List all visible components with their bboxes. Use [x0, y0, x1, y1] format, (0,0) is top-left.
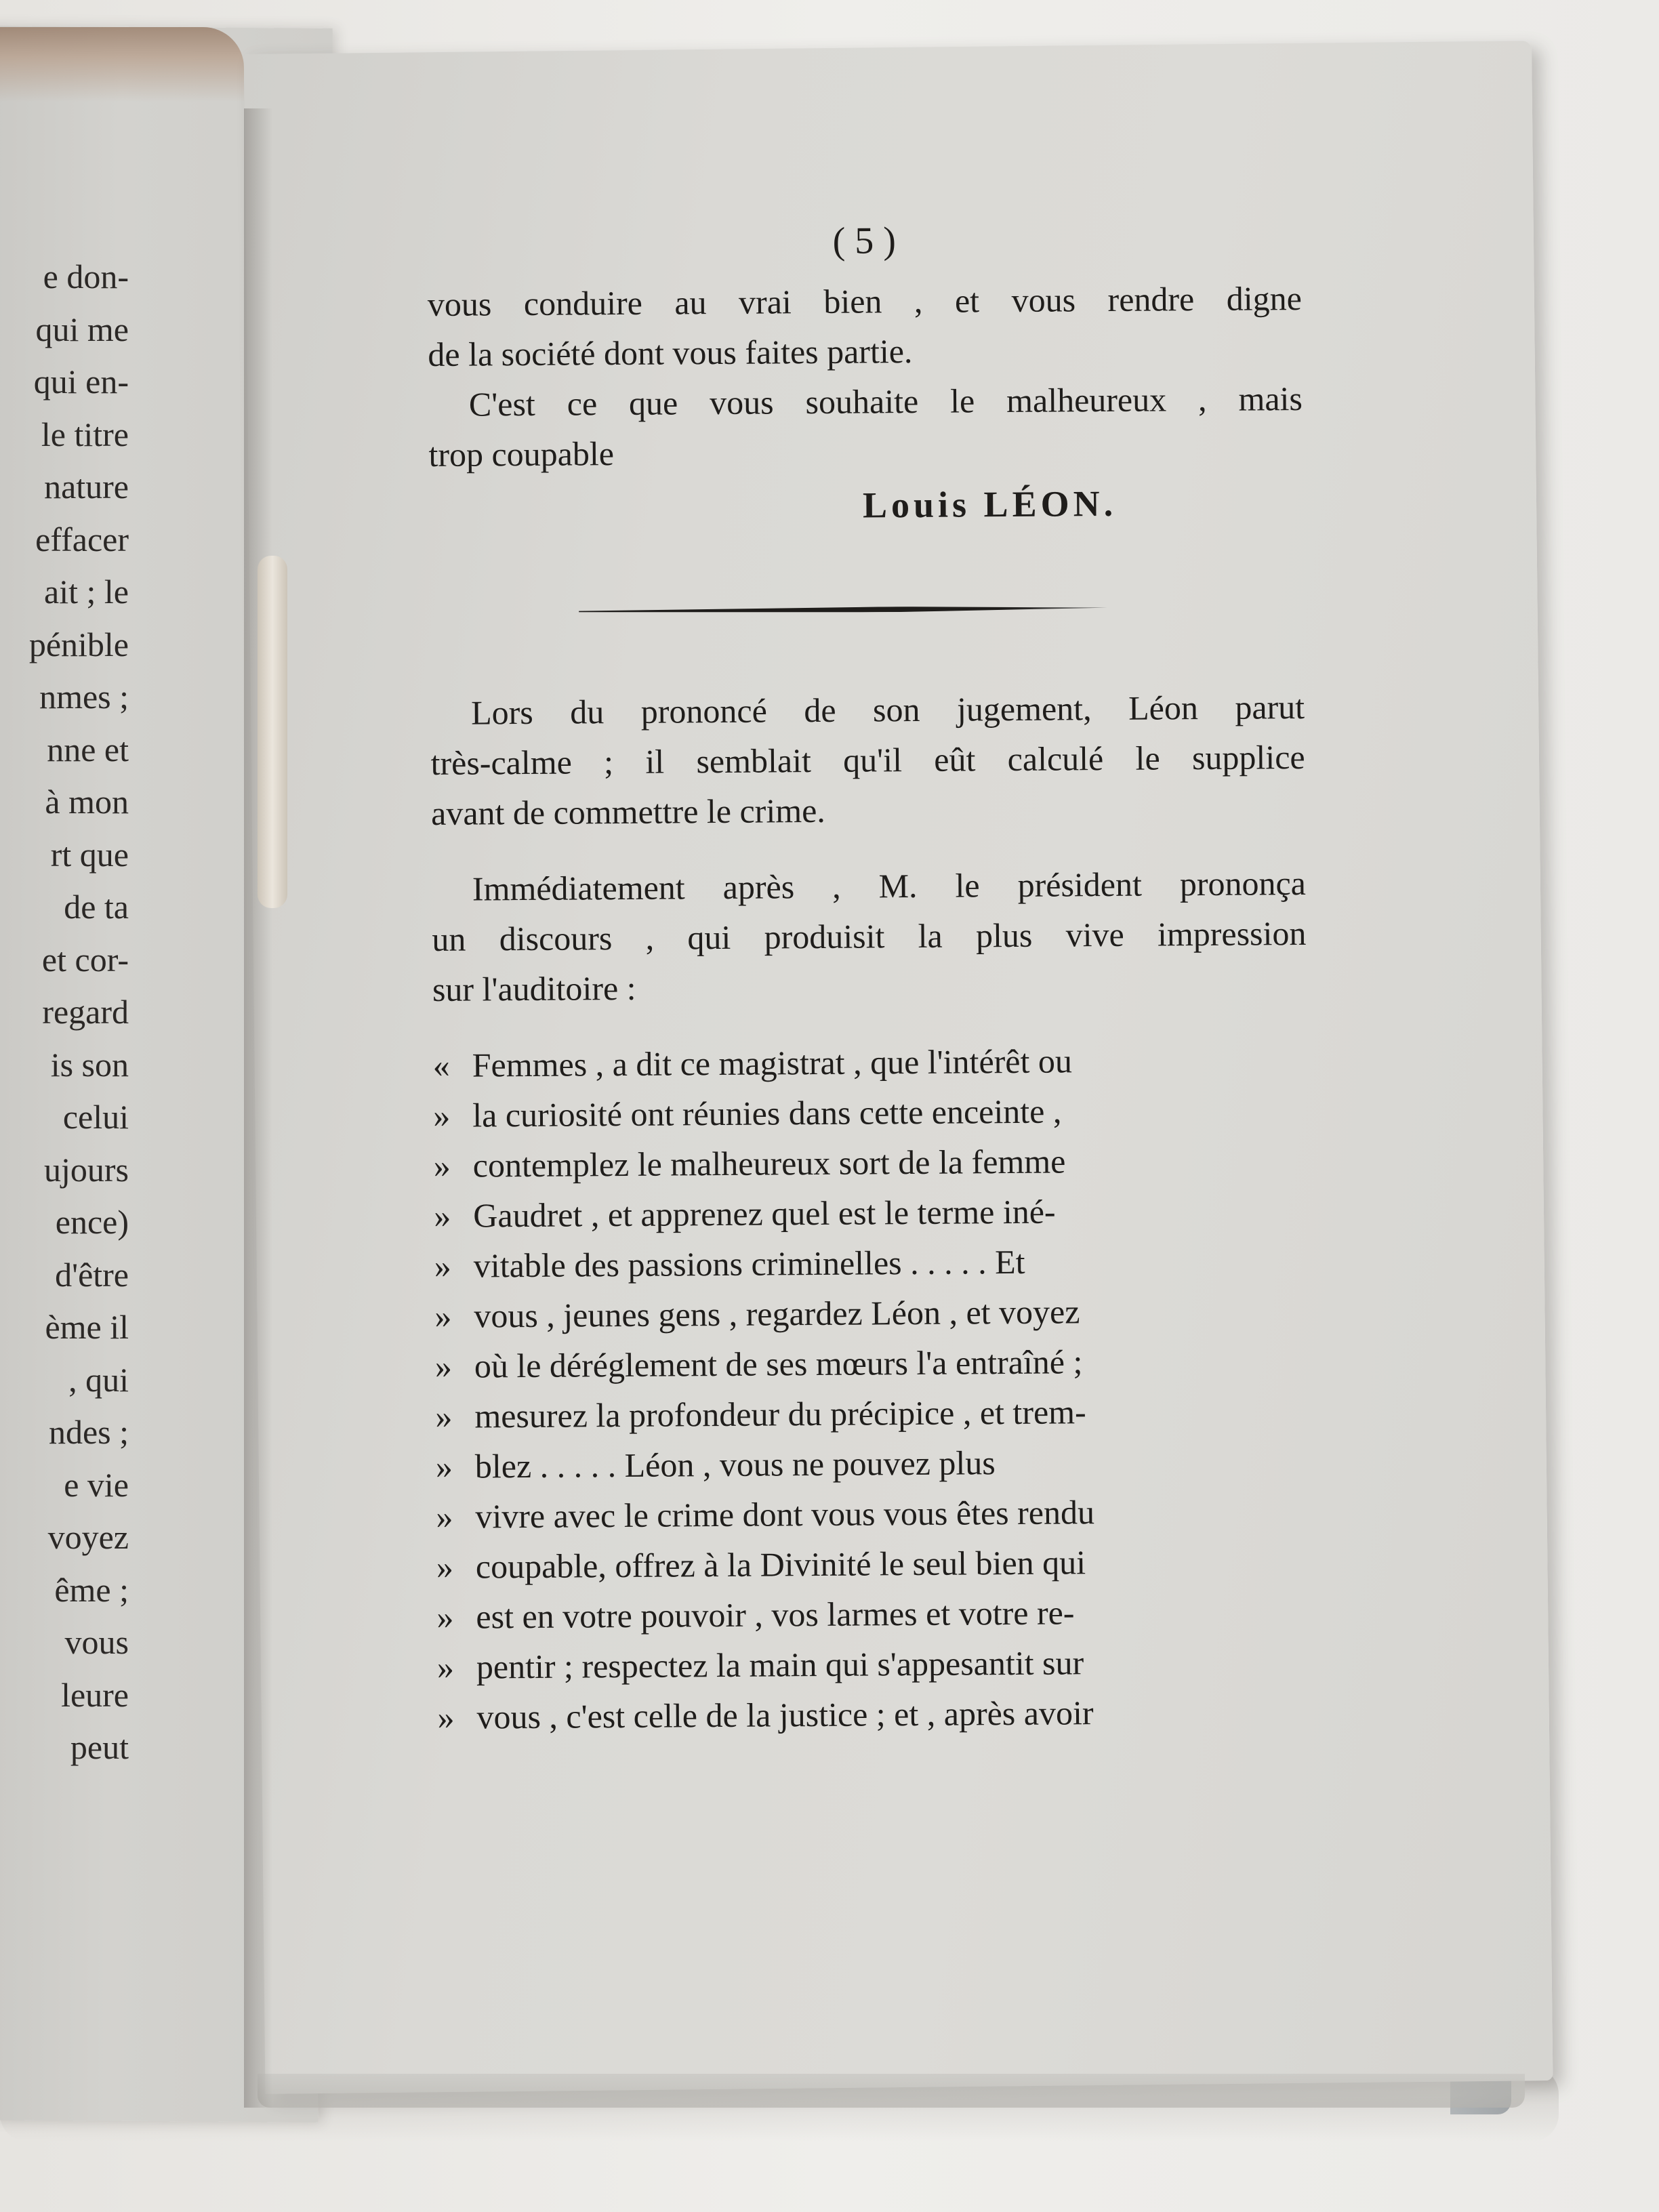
- paragraph-line: Immédiatement après , M. le président prononça: [472, 863, 1307, 908]
- quote-line: [434, 1235, 1309, 1291]
- quote-mark: »: [434, 1196, 451, 1235]
- quote-line: [434, 1285, 1309, 1341]
- left-line: ujours: [44, 1150, 129, 1189]
- quote-line: [436, 1435, 1310, 1492]
- letter-line: vous conduire au vrai bien , et vous rendre digne: [427, 279, 1303, 323]
- quote-line: [437, 1636, 1311, 1692]
- binding-thread: [258, 556, 287, 908]
- page-bottom-edge: [258, 2074, 1525, 2108]
- left-line: le titre: [41, 415, 129, 453]
- left-line: d'être: [55, 1255, 129, 1294]
- left-line: rt que: [50, 835, 129, 874]
- quote-mark: »: [433, 1096, 451, 1134]
- quote-line: [435, 1335, 1309, 1391]
- quote-text: contemplez le malheureux sort de la femme: [472, 1142, 1066, 1185]
- quote-mark: »: [437, 1698, 455, 1736]
- left-line: à mon: [45, 783, 129, 821]
- left-line: e don-: [43, 258, 129, 295]
- quote-mark: »: [434, 1296, 452, 1335]
- left-line: nmes ;: [39, 678, 129, 716]
- left-line: , qui: [68, 1360, 129, 1399]
- closing-line: C'est ce que vous souhaite le malheureux , mais: [468, 379, 1303, 424]
- left-line: vous: [64, 1623, 129, 1661]
- quote-line: [434, 1134, 1308, 1191]
- quote-text: est en votre pouvoir , vos larmes et votre re-: [476, 1593, 1075, 1636]
- quote-text: mesurez la profondeur du précipice , et trem-: [474, 1393, 1086, 1435]
- quote-mark: »: [434, 1347, 453, 1385]
- left-line: nne et: [47, 730, 129, 769]
- left-line: e vie: [64, 1465, 129, 1504]
- left-line: ait ; le: [44, 573, 129, 611]
- quote-line: [436, 1586, 1311, 1642]
- quote-line: [436, 1486, 1310, 1542]
- left-line: is son: [50, 1045, 129, 1084]
- left-line: ême ;: [54, 1570, 129, 1609]
- left-line: qui me: [35, 310, 129, 348]
- book-gutter: [244, 108, 285, 2108]
- page-number: ( 5 ): [832, 220, 897, 262]
- quote-text: vivre avec le crime dont vous vous êtes rendu: [475, 1493, 1095, 1536]
- quote-line: [436, 1536, 1311, 1592]
- left-page-worn-edge: [0, 27, 244, 102]
- left-line: leure: [61, 1675, 129, 1714]
- left-line: peut: [70, 1728, 129, 1766]
- paragraph-line: sur l'auditoire :: [432, 968, 636, 1008]
- left-line: ence): [55, 1203, 129, 1241]
- paragraph-line: avant de commettre le crime.: [430, 791, 825, 832]
- left-page-text: [0, 251, 129, 1774]
- quote-line: [432, 1034, 1307, 1090]
- quote-text: coupable, offrez à la Divinité le seul bien qui: [475, 1543, 1086, 1586]
- quote-mark: »: [435, 1397, 453, 1435]
- left-line: ndes ;: [48, 1413, 129, 1451]
- quote-mark: »: [433, 1146, 451, 1185]
- signature: Louis LÉON.: [862, 483, 1118, 526]
- left-line: qui en-: [33, 363, 129, 401]
- quote-text: blez . . . . . Léon , vous ne pouvez plus: [474, 1443, 996, 1486]
- quote-line: [437, 1686, 1311, 1742]
- left-line: voyez: [47, 1518, 129, 1556]
- quote-mark: »: [436, 1497, 453, 1536]
- left-line: de ta: [64, 888, 129, 926]
- quote-text: vous , jeunes gens , regardez Léon , et voyez: [474, 1292, 1080, 1335]
- quote-text: Gaudret , et apprenez quel est le terme iné-: [473, 1192, 1056, 1235]
- quote-text: vous , c'est celle de la justice ; et , après avoir: [476, 1694, 1094, 1736]
- quote-mark: »: [435, 1447, 453, 1486]
- quote-mark: »: [436, 1647, 455, 1686]
- quote-mark: »: [436, 1547, 454, 1586]
- letter-line: de la société dont vous faites partie.: [428, 332, 913, 373]
- quote-line: [435, 1385, 1309, 1441]
- left-line: et cor-: [41, 940, 129, 979]
- quote-text: la curiosité ont réunies dans cette enceinte ,: [472, 1092, 1062, 1134]
- left-line: regard: [42, 993, 129, 1031]
- quote-line: [433, 1084, 1307, 1141]
- left-line: celui: [62, 1098, 129, 1136]
- paragraph-line: Lors du prononcé de son jugement, Léon parut: [470, 687, 1305, 732]
- paragraph-line: un discours , qui produisit la plus vive impression: [432, 914, 1307, 958]
- quote-text: pentir ; respectez la main qui s'appesantit sur: [476, 1643, 1084, 1686]
- closing-line: trop coupable: [428, 434, 615, 474]
- quote-mark: »: [436, 1597, 454, 1636]
- quote-text: vitable des passions criminelles . . . . . Et: [473, 1242, 1025, 1285]
- paragraph-line: très-calme ; il semblait qu'il eût calculé le supplice: [430, 737, 1305, 782]
- left-line: nature: [44, 468, 129, 506]
- quote-text: Femmes , a dit ce magistrat , que l'intérêt ou: [472, 1042, 1073, 1084]
- left-line: effacer: [35, 520, 129, 558]
- quote-line: [434, 1185, 1308, 1241]
- left-line: pénible: [28, 625, 129, 663]
- quote-mark: »: [434, 1246, 452, 1285]
- quote-text: où le déréglement de ses mœurs l'a entraîné ;: [474, 1343, 1083, 1385]
- left-line: ème il: [45, 1308, 129, 1346]
- quote-mark: «: [432, 1046, 450, 1084]
